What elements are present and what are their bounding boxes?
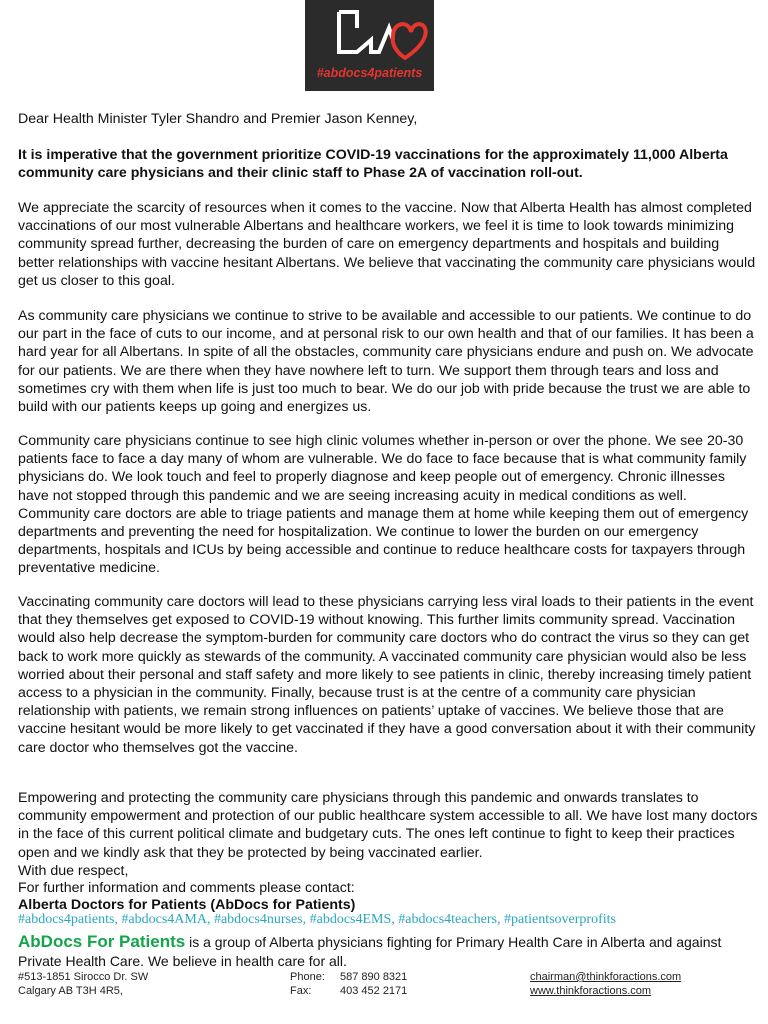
address-line-2: Calgary AB T3H 4R5, (18, 984, 123, 997)
contact-line: For further information and comments please contact: (18, 880, 355, 896)
abdocs-logo (305, 0, 434, 91)
footer-address (18, 971, 148, 998)
fax-label: Fax: (290, 984, 312, 997)
tagline-text: is a group of Alberta physicians fighting for Primary Health Care in Alberta and against Private Health Care. We believe in health care for all. (18, 934, 722, 969)
paragraph-3: Community care physicians continue to see high clinic volumes whether in-person or over the phone. We see 20-30 patients face to face a day many of whom are vulnerable. We do face to face because that is what community family physicians do. We look touch and feel to properly diagnose and keep people out of emergency. Chronic illnesses have not stopped through this pandemic and we are seeing increasing acuity in medical conditions as well. Community care doctors are able to triage patients and manage them at home while keeping them out of emergency departments and preventing the need for hospitalization. We continue to lower the burden on our emergency departments, hospitals and ICUs by being accessible and continue to reduce healthcare costs for taxpayers through preventative medicine. (18, 433, 749, 577)
salutation: Dear Health Minister Tyler Shandro and Premier Jason Kenney, (18, 111, 418, 127)
paragraph-5: Empowering and protecting the community care physicians through this pandemic and onwards translates to community empowerment and protection of our public healthcare system accessible to all. We have lost many doctors in the face of this current political climate and budgetary cuts. The ones left continue to fight to keep their practices open and we kindly ask that they be protected by being vaccinated earlier. (18, 790, 758, 861)
tagline-brand: AbDocs For Patients (18, 932, 186, 951)
address-line-1: #513-1851 Sirocco Dr. SW (18, 971, 149, 983)
closing: With due respect, (18, 863, 129, 879)
paragraph-4: Vaccinating community care doctors will lead to these physicians carrying less viral loads to their patients in the event that they themselves get exposed to COVID-19 without knowing. This further limits community spread. Vaccination would also help decrease the symptom-burden for community care doctors who do contract the virus so they can get back to work more quickly as stewards of the community. A vaccinated community care physician would also be less worried about their personal and staff safety and more likely to see patients in clinic, thereby increasing timely patient access to a physician in the community. Finally, because trust is at the centre of a community care physician relationship with patients, we remain strong influences on patients’ uptake of vaccines. We believe those that are vaccine hesitant would be more likely to get vaccinated if they have a good conversation about it with their community care doctor who themselves got the vaccine. (18, 594, 756, 756)
organization-name: Alberta Doctors for Patients (AbDocs for Patients) (18, 897, 356, 913)
heartbeat-heart-icon (305, 0, 434, 70)
logo-hashtag: #abdocs4patients (316, 66, 423, 80)
paragraph-2: As community care physicians we continue to strive to be available and accessible to our patients. We continue to do our part in the face of cuts to our income, and at personal risk to our own health and that of our families. It has been a hard year for all Albertans. In spite of all the obstacles, community care physicians endure and push on. We advocate for our patients. We are there when they have nowhere left to turn. We support them through tears and loss and sometimes cry with them when life is just too much to bear. We do our job with pride because the trust we are able to build with our patients keeps up going and energizes us. (18, 308, 754, 416)
footer-contact (530, 971, 681, 998)
phone-label: Phone: (290, 971, 325, 983)
tagline (18, 932, 758, 971)
phone-number: 587 890 8321 (340, 971, 408, 983)
intro-statement: It is imperative that the government prioritize COVID-19 vaccinations for the approximately 11,000 Alberta community care physicians and their clinic staff to Phase 2A of vaccination roll-out. (18, 147, 728, 182)
footer-phone-fax (290, 971, 407, 998)
email-link[interactable]: chairman@thinkforactions.com (530, 971, 682, 983)
paragraph-1: We appreciate the scarcity of resources when it comes to the vaccine. Now that Alberta Health has almost completed vaccinations of our most vulnerable Albertans and healthcare workers, we feel it is time to look towards minimizing community spread further, decreasing the burden of care on emergency departments and hospitals and building better relationships with vaccine hesitant Albertans. We believe that vaccinating the community care physicians would get us closer to this goal. (18, 200, 756, 289)
website-link[interactable]: www.thinkforactions.com (530, 984, 652, 997)
hashtags[interactable]: #abdocs4patients, #abdocs4AMA, #abdocs4nurses, #abdocs4EMS, #abdocs4teachers, #patientsoverprofits (18, 912, 616, 927)
fax-number: 403 452 2171 (340, 984, 408, 997)
